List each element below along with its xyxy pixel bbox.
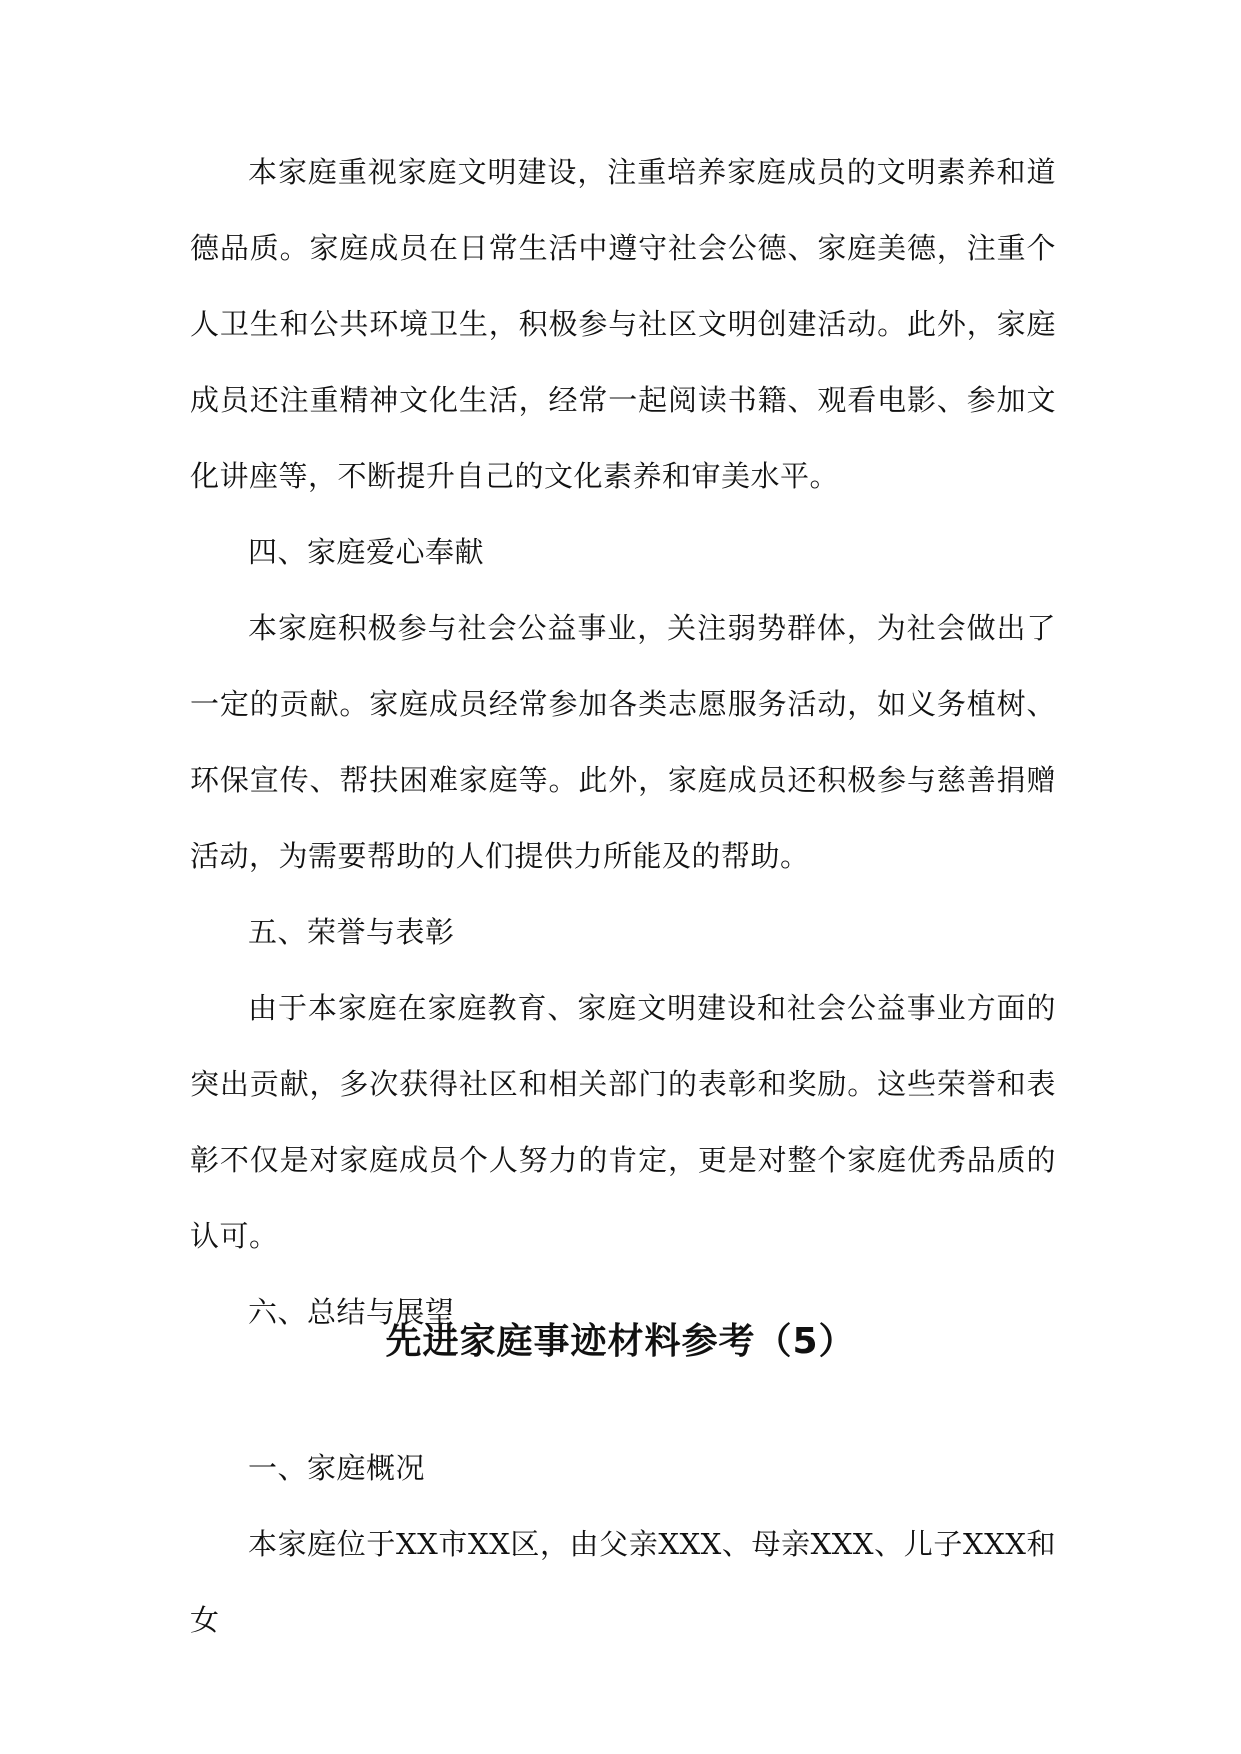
heading-summary: 六、总结与展望 [248, 1295, 455, 1329]
heading-honors: 五、荣誉与表彰 [248, 915, 455, 949]
document-title: 先进家庭事迹材料参考（5） [385, 1321, 856, 1362]
paragraph-love-contribution: 本家庭积极参与社会公益事业，关注弱势群体，为社会做出了一定的贡献。家庭成员经常参加各类志愿服务活动，如义务植树、环保宣传、帮扶困难家庭等。此外，家庭成员还积极参与慈善捐赠活动，为需要帮助的人们提供力所能及的帮助。 [190, 611, 1056, 873]
heading-family-overview: 一、家庭概况 [248, 1451, 426, 1485]
paragraph-family-overview: 本家庭位于XX市XX区，由父亲XXX、母亲XXX、儿子XXX和女 [190, 1527, 1056, 1637]
section-new-material [190, 1430, 1056, 1658]
paragraph-civilization: 本家庭重视家庭文明建设，注重培养家庭成员的文明素养和道德品质。家庭成员在日常生活中遵守社会公德、家庭美德，注重个人卫生和公共环境卫生，积极参与社区文明创建活动。此外，家庭成员还注重精神文化生活，经常一起阅读书籍、观看电影、参加文化讲座等，不断提升自己的文化素养和审美水平。 [190, 155, 1056, 493]
paragraph-honors: 由于本家庭在家庭教育、家庭文明建设和社会公益事业方面的突出贡献，多次获得社区和相关部门的表彰和奖励。这些荣誉和表彰不仅是对家庭成员个人努力的肯定，更是对整个家庭优秀品质的认可。 [190, 991, 1056, 1253]
section-previous-content [190, 134, 1056, 1350]
heading-love-contribution: 四、家庭爱心奉献 [248, 535, 485, 569]
